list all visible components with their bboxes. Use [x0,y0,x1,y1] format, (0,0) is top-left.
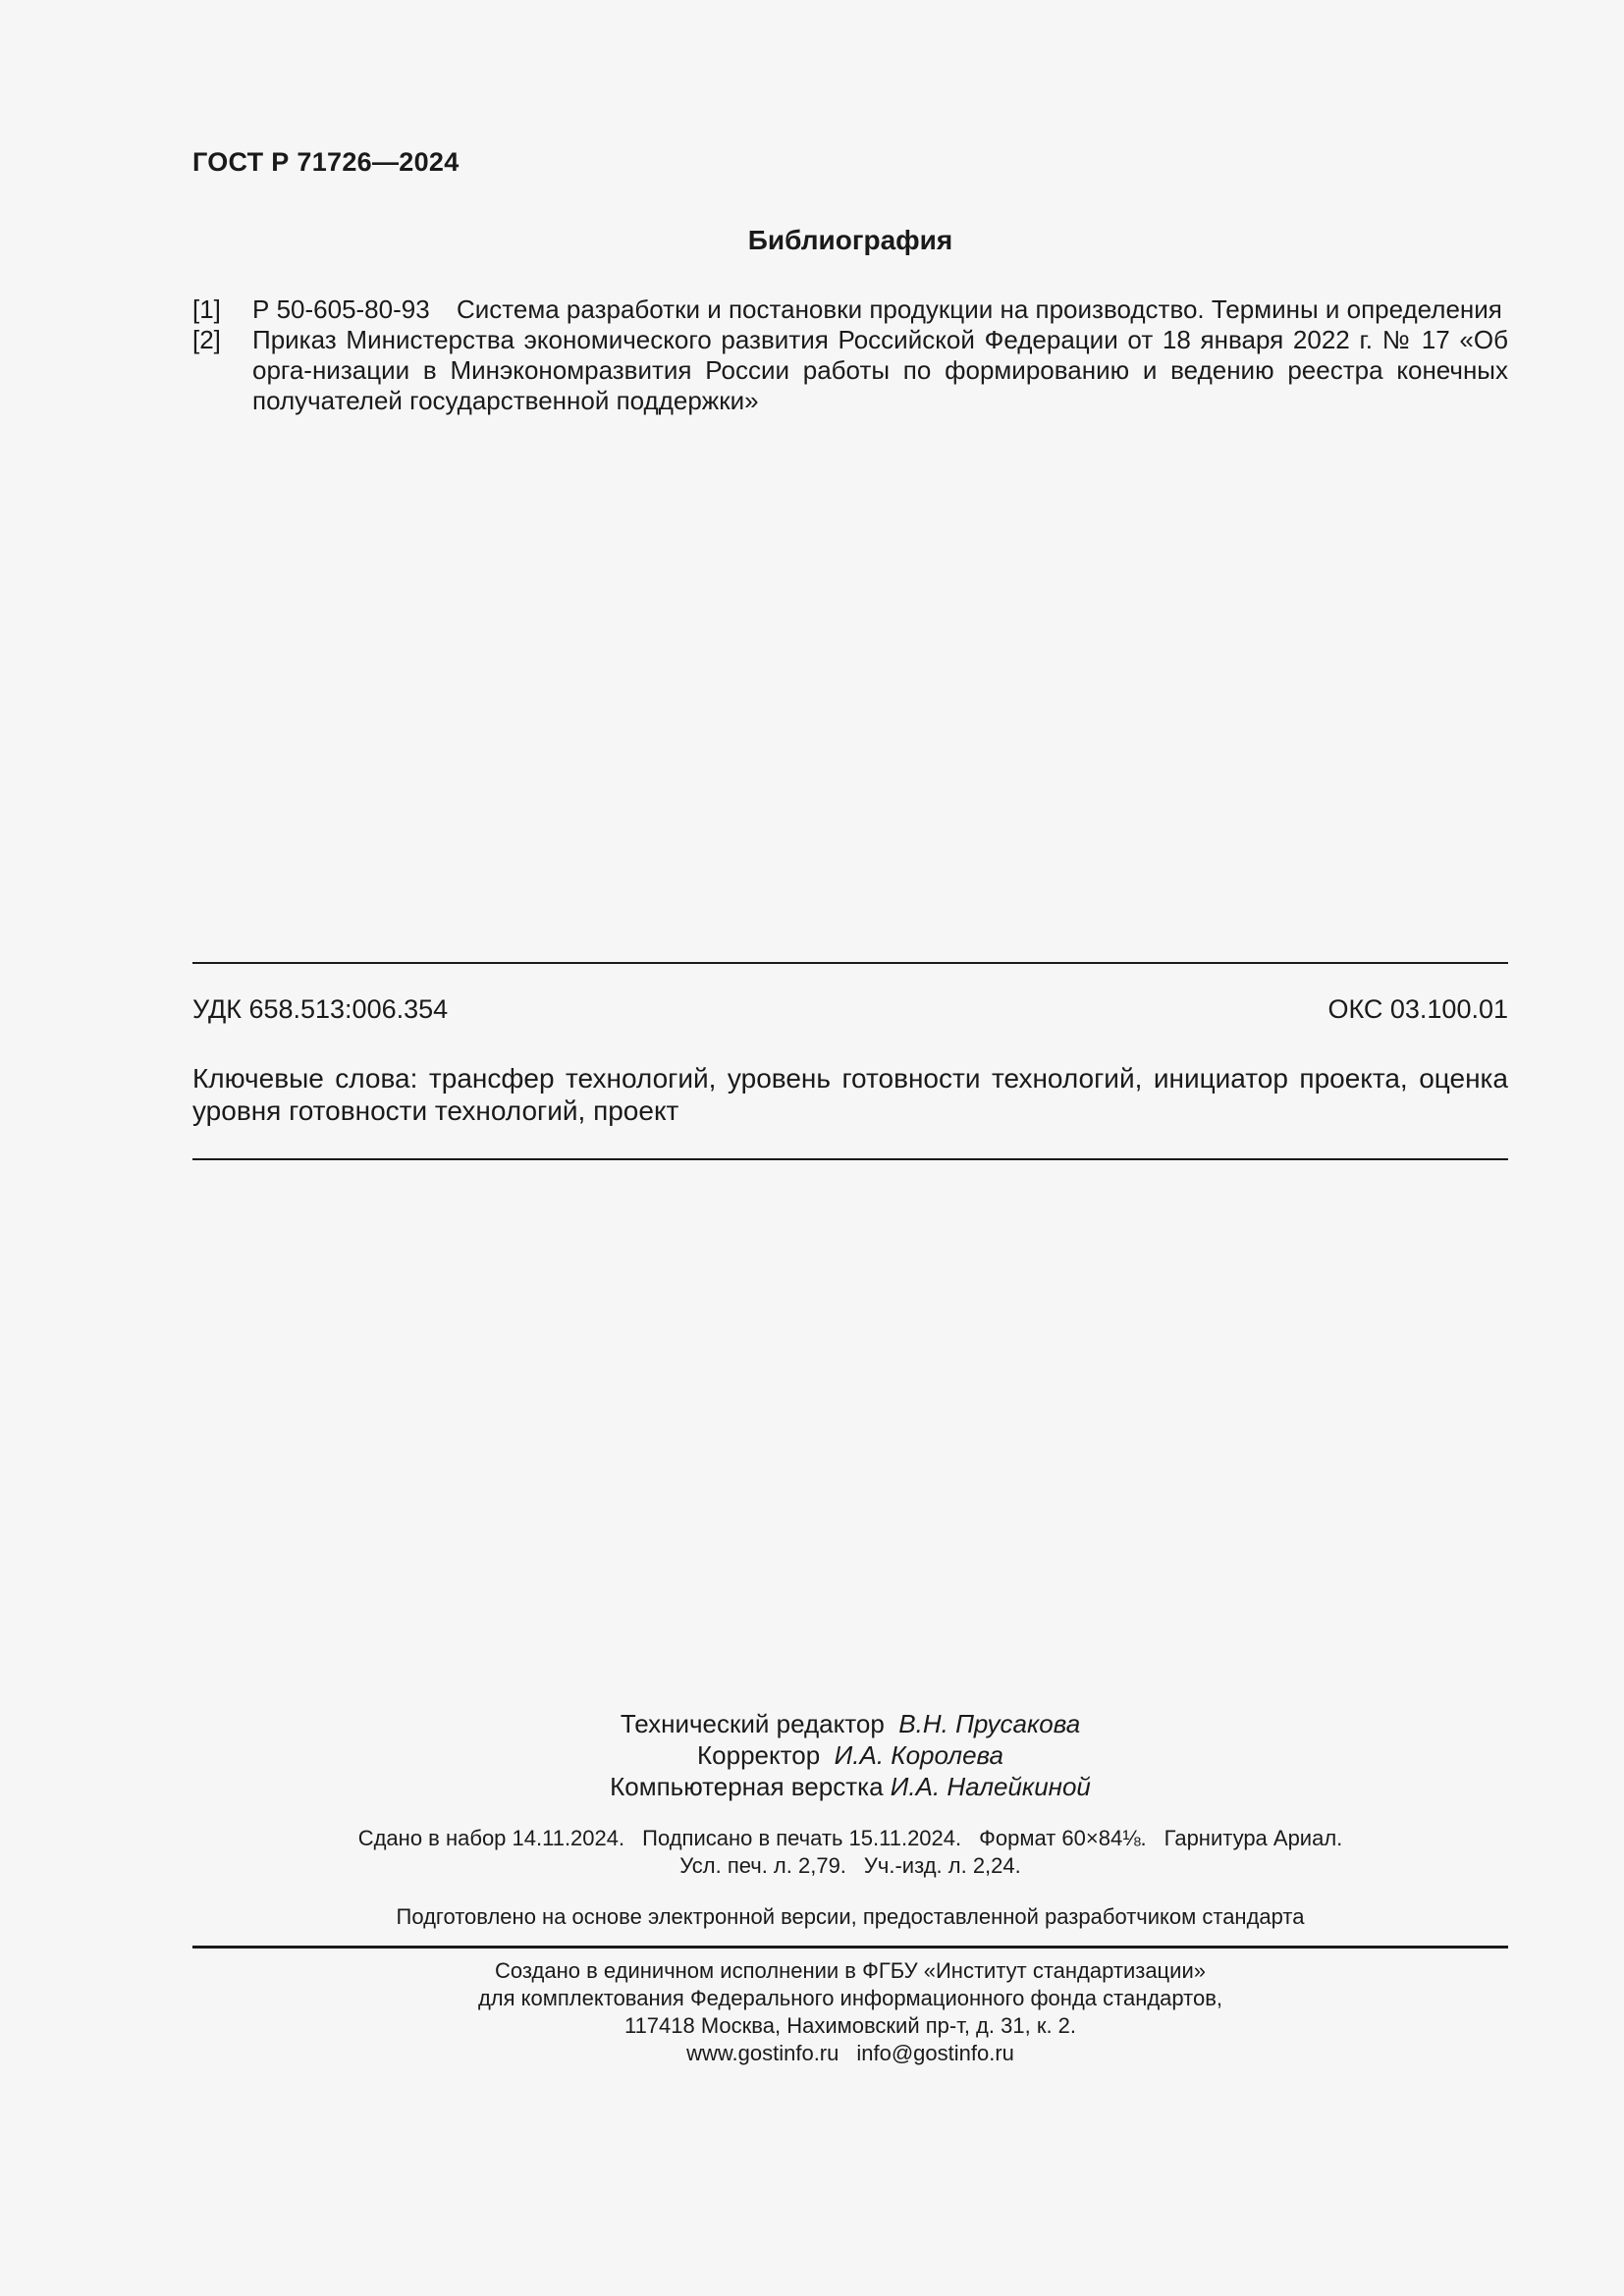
website-link[interactable]: www.gostinfo.ru [686,2041,839,2065]
publisher-sheets: Уч.-изд. л. 2,24. [863,1853,1021,1878]
classification-row [192,994,1508,1025]
typeface: Гарнитура Ариал. [1164,1826,1343,1850]
entry-number: [2] [192,325,221,354]
entry-text [252,294,1508,325]
top-divider [192,962,1508,964]
print-info-line-2 [192,1852,1508,1880]
bibliography-list [192,294,1508,416]
print-info [192,1825,1508,1880]
document-code: ГОСТ Р 71726—2024 [192,147,460,177]
print-info-line-1 [192,1825,1508,1852]
layout-name: И.А. Налейкиной [890,1772,1091,1801]
print-sheets: Усл. печ. л. 2,79. [679,1853,846,1878]
tech-editor-label: Технический редактор [620,1709,885,1738]
entry-number: [1] [192,294,221,324]
entry-text: Приказ Министерства экономического развития Российской Федерации от 18 января 2022 г. № 17 «Об орга-низации в Минэкономразвития России работы по формированию и ведению реестра конечных получателей государственной поддержки» [252,325,1508,415]
layout-label: Компьютерная верстка [610,1772,884,1801]
email-link[interactable]: info@gostinfo.ru [856,2041,1014,2065]
corrector-name: И.А. Королева [834,1740,1003,1770]
bibliography-title: Библиография [747,225,953,255]
bibliography-entry [192,325,1508,416]
corrector-line [192,1739,1508,1771]
footer-divider [192,1946,1508,1949]
corrector-label: Корректор [697,1740,821,1770]
tech-editor-name: В.Н. Прусакова [898,1709,1081,1738]
oks-code: ОКС 03.100.01 [1327,994,1508,1024]
entry-code: Р 50-605-80-93 [252,294,430,324]
footer-line-3: 117418 Москва, Нахимовский пр-т, д. 31, к. 2. [623,2013,1077,2038]
tech-editor-line [192,1708,1508,1739]
submitted-date: Сдано в набор 14.11.2024. [357,1826,625,1850]
entry-title: Система разработки и постановки продукции на производство. Термины и определения [457,294,1502,324]
paper-format: Формат 60×84⅛. [979,1826,1147,1850]
keywords: Ключевые слова: трансфер технологий, уровень готовности технологий, инициатор проекта, оценка уровня готовности технологий, проект [192,1063,1508,1126]
footer-line-1: Создано в единичном исполнении в ФГБУ «Институт стандартизации» [495,1958,1206,1983]
layout-line [192,1771,1508,1802]
signed-date: Подписано в печать 15.11.2024. [642,1826,962,1850]
footer [192,1957,1508,2067]
udk-code: УДК 658.513:006.354 [192,994,449,1024]
prepared-note: Подготовлено на основе электронной версии, предоставленной разработчиком стандарта [396,1904,1305,1929]
credits-block [192,1708,1508,1802]
bottom-divider [192,1158,1508,1160]
footer-line-2: для комплектования Федерального информационного фонда стандартов, [477,1986,1223,2010]
footer-contacts [192,2040,1508,2067]
document-page [192,0,1508,2296]
bibliography-entry [192,294,1508,325]
